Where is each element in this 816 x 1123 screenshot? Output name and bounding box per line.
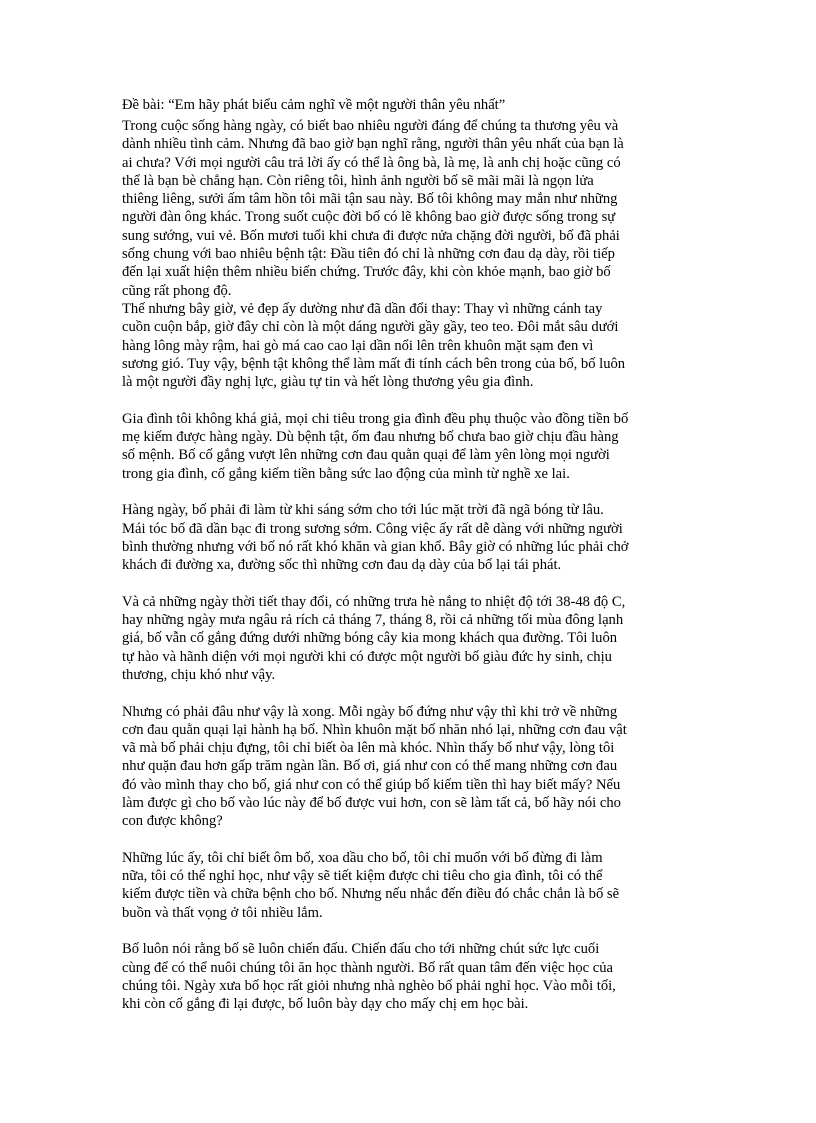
text-line: làm được gì cho bố vào lúc này để bố được vui hơn, con sẽ làm tất cả, bố hãy nói cho — [122, 794, 621, 811]
paragraph-spacer — [122, 922, 702, 940]
text-line: giá, bố vẫn cố gắng đứng dưới những bóng cây kia mong khách qua đường. Tôi luôn — [122, 630, 618, 647]
text-line: Những lúc ấy, tôi chỉ biết ôm bố, xoa dầu cho bố, tôi chỉ muốn với bố đừng đi làm — [122, 849, 603, 866]
text-line: cuồn cuộn bắp, giờ đây chỉ còn là một dáng người gầy gầy, teo teo. Đôi mắt sâu dưới — [122, 319, 619, 336]
paragraph — [122, 117, 702, 300]
text-line: thương, chịu khó như vậy. — [122, 666, 276, 683]
text-line: Bố luôn nói rằng bố sẽ luôn chiến đấu. Chiến đấu cho tới những chút sức lực cuối — [122, 941, 600, 958]
text-line: Trong cuộc sống hàng ngày, có biết bao nhiêu người đáng để chúng ta thương yêu và — [122, 118, 619, 134]
text-line: ai chưa? Với mọi người câu trả lời ấy có thể là ông bà, là mẹ, là anh chị hoặc cũng có — [122, 154, 621, 171]
paragraph-spacer — [122, 831, 702, 849]
text-line: thiêng liêng, sưởi ấm tâm hồn tôi mãi tận sau này. Bố tôi không may mắn như những — [122, 191, 618, 208]
text-line: số mệnh. Bố cố gắng vượt lên những cơn đau quằn quại để làm yên lòng mọi người — [122, 447, 610, 464]
text-line: Hàng ngày, bố phải đi làm từ khi sáng sớm cho tới lúc mặt trời đã ngã bóng từ lâu. — [122, 502, 604, 519]
paragraph — [122, 300, 702, 391]
text-line: sống chung với bao nhiêu bệnh tật: Đầu tiên đó chỉ là những cơn đau dạ dày, rồi tiếp — [122, 246, 615, 263]
text-line: cùng để có thể nuôi chúng tôi ăn học thành người. Bố rất quan tâm đến việc học của — [122, 959, 613, 976]
paragraph — [122, 940, 702, 1013]
text-line: khi còn cố gắng đi lại được, bố luôn bày dạy cho mấy chị em học bài. — [122, 996, 529, 1013]
text-line: hàng lông mày rậm, hai gò má cao cao lại dần nổi lên trên khuôn mặt sạm đen vì — [122, 337, 594, 354]
text-line: dành nhiều tình cảm. Nhưng đã bao giờ bạn nghĩ rằng, người thân yêu nhất của bạn là — [122, 136, 624, 153]
text-line: như quặn đau hơn gấp trăm ngàn lần. Bố ơi, giá như con có thể mang những cơn đau — [122, 758, 618, 775]
paragraph-spacer — [122, 684, 702, 702]
text-line: thể là bạn bè chẳng hạn. Còn riêng tôi, hình ảnh người bố sẽ mãi mãi là ngọn lửa — [122, 172, 594, 189]
text-line: Nhưng có phải đâu như vậy là xong. Mỗi ngày bố đứng như vậy thì khi trở về những — [122, 703, 618, 720]
text-line: cũng rất phong độ. — [122, 282, 232, 299]
text-line: tự hào và hãnh diện với mọi người khi có được một người bố giàu đức hy sinh, chịu — [122, 648, 612, 665]
text-line: vã mà bố phải chịu đựng, tôi chỉ biết òa lên mà khóc. Nhìn thấy bố như vậy, lòng tôi — [122, 740, 615, 757]
paragraph — [122, 501, 702, 574]
text-line: Gia đình tôi không khá giả, mọi chi tiêu trong gia đình đều phụ thuộc vào đồng tiền bố — [122, 410, 629, 427]
text-line: chúng tôi. Ngày xưa bố học rất giỏi nhưng nhà nghèo bố phải nghỉ học. Vào mỗi tối, — [122, 977, 616, 994]
paragraph — [122, 593, 702, 684]
paragraph — [122, 703, 702, 831]
text-line: hay những ngày mưa ngâu rả rích cả tháng 7, tháng 8, rồi cả những tối mùa đông lạnh — [122, 612, 624, 629]
paragraph-spacer — [122, 391, 702, 409]
document-body — [122, 117, 702, 1014]
text-line: nữa, tôi có thể nghỉ học, như vậy sẽ tiết kiệm được chi tiêu cho gia đình, tôi có thể — [122, 868, 603, 885]
text-line: sung sướng, vui vẻ. Bốn mươi tuổi khi chưa đi được nửa chặng đời người, bố đã phải — [122, 227, 620, 244]
paragraph — [122, 410, 702, 483]
paragraph-spacer — [122, 574, 702, 592]
paragraph — [122, 849, 702, 922]
text-line: Mái tóc bố đã dần bạc đi trong sương sớm. Công việc ấy rất dễ dàng với những người — [122, 520, 623, 537]
text-line: bình thường nhưng với bố nó rất khó khăn và gian khổ. Bây giờ có những lúc phải chở — [122, 538, 629, 555]
text-line: người đàn ông khác. Trong suốt cuộc đời bố có lẽ không bao giờ được sống trong sự — [122, 209, 616, 226]
text-line: mẹ kiếm được hàng ngày. Dù bệnh tật, ốm đau nhưng bố chưa bao giờ chịu đầu hàng — [122, 429, 619, 446]
document-title: Đề bài: “Em hãy phát biểu cảm nghĩ về một người thân yêu nhất” — [122, 97, 506, 113]
text-line: kiếm được tiền và chữa bệnh cho bố. Nhưng nếu nhắc đến điều đó chắc chắn là bố sẽ — [122, 886, 620, 903]
text-line: Và cả những ngày thời tiết thay đổi, có những trưa hè nắng to nhiệt độ tới 38-48 độ C, — [122, 593, 626, 610]
text-line: đó vào mình thay cho bố, giá như con có thể giúp bố kiếm tiền thì hay biết mấy? Nếu — [122, 776, 621, 793]
text-line: Thế nhưng bây giờ, vẻ đẹp ấy dường như đã dần đổi thay: Thay vì những cánh tay — [122, 300, 603, 317]
paragraph-spacer — [122, 483, 702, 501]
text-line: trong gia đình, cố gắng kiếm tiền bằng sức lao động của mình từ nghề xe lai. — [122, 465, 570, 482]
text-line: buồn và thất vọng ở tôi nhiều lắm. — [122, 904, 323, 921]
text-line: con được không? — [122, 813, 223, 830]
text-line: sương gió. Tuy vậy, bệnh tật không thể làm mất đi tính cách bên trong của bố, bố luôn — [122, 355, 626, 372]
document-page — [122, 95, 702, 1014]
text-line: khách đi đường xa, đường sốc thì những cơn đau dạ dày của bố lại tái phát. — [122, 557, 562, 574]
text-line: là một người đầy nghị lực, giàu tự tin và hết lòng thương yêu gia đình. — [122, 374, 534, 391]
text-line: đến lại xuất hiện thêm nhiều biến chứng. Trước đây, khi còn khỏe mạnh, bao giờ bố — [122, 264, 611, 281]
text-line: cơn đau quằn quại lại hành hạ bố. Nhìn khuôn mặt bố nhăn nhó lại, những cơn đau vật — [122, 721, 627, 738]
